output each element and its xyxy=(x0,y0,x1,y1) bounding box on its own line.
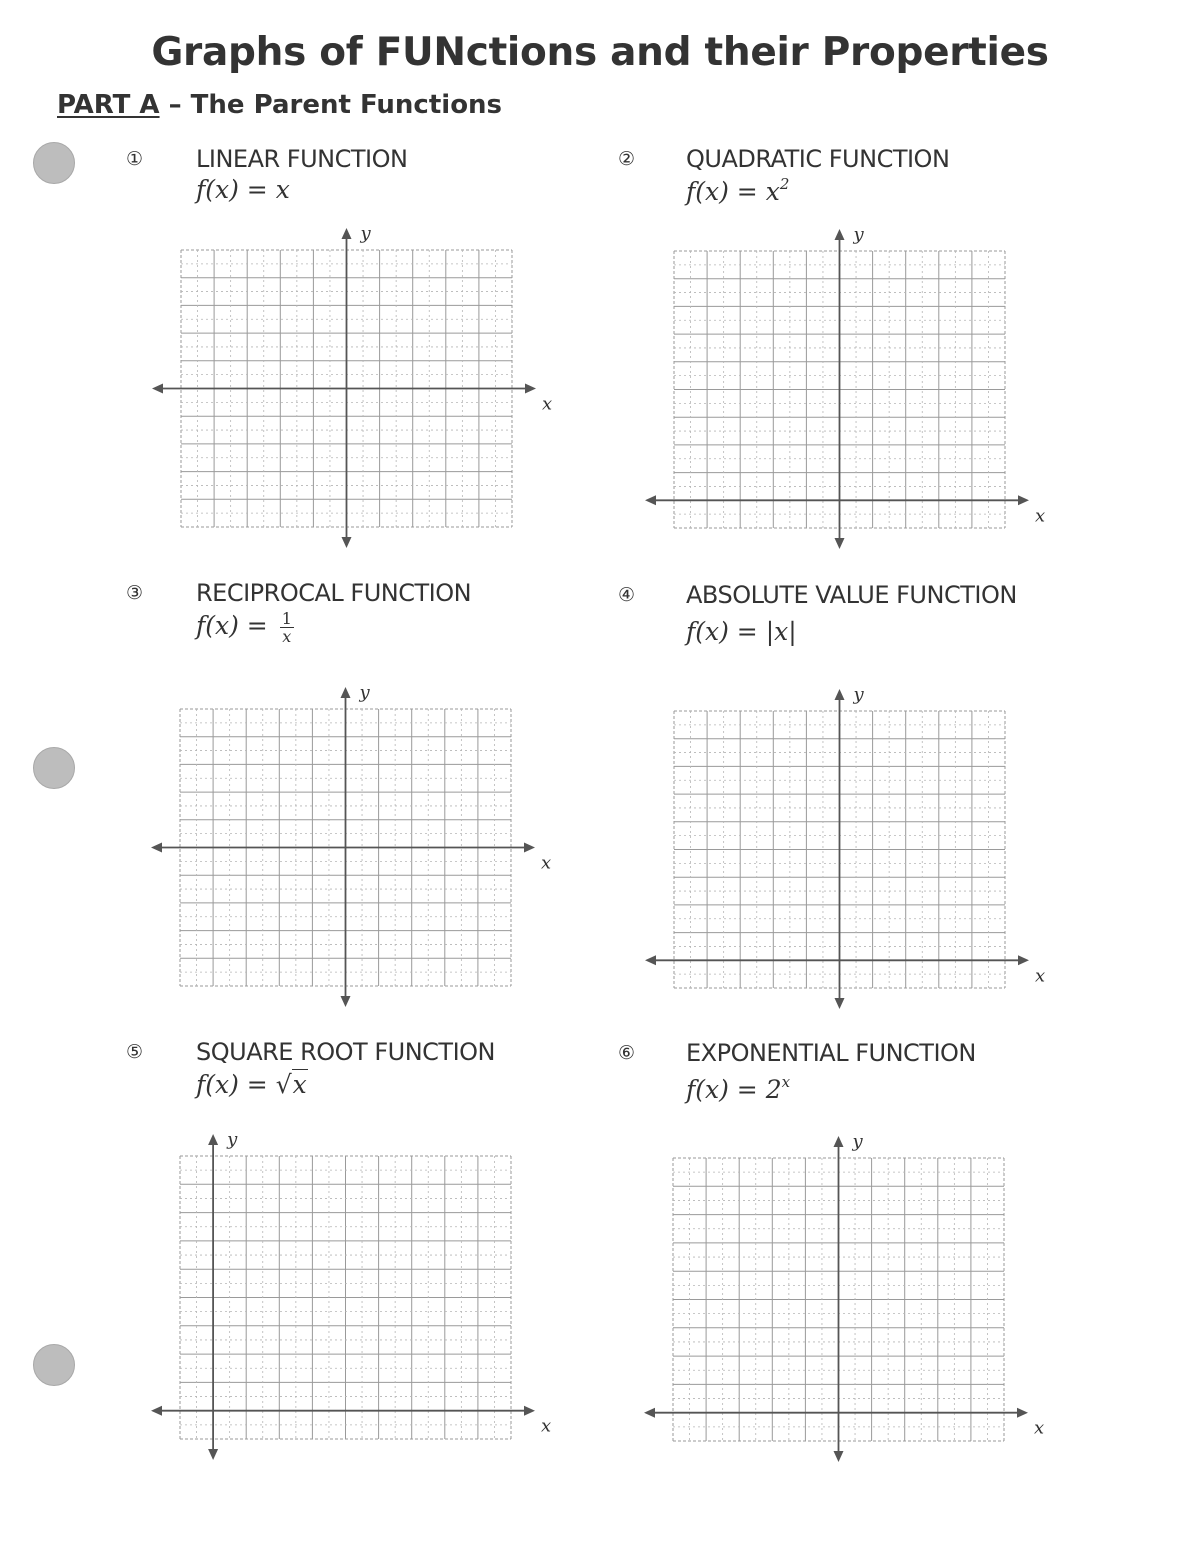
x-axis-arrow-left xyxy=(151,1406,162,1416)
formula-lhs: f(x) = xyxy=(196,175,276,204)
problem-number: ① xyxy=(126,148,144,170)
y-axis-arrow-up xyxy=(834,1136,844,1147)
x-axis-arrow-right xyxy=(524,1406,535,1416)
x-axis-arrow-left xyxy=(152,384,163,394)
function-name: EXPONENTIAL FUNCTION xyxy=(686,1039,976,1067)
x-axis-arrow-right xyxy=(1018,495,1029,505)
problem-number: ⑤ xyxy=(126,1041,144,1063)
x-axis-arrow-right xyxy=(524,843,535,853)
y-axis-label: y xyxy=(853,684,864,705)
function-name: SQUARE ROOT FUNCTION xyxy=(196,1038,495,1066)
y-axis-arrow-down xyxy=(341,996,351,1007)
coordinate-grid-2 xyxy=(645,224,1045,549)
x-axis-arrow-left xyxy=(645,495,656,505)
x-axis-arrow-right xyxy=(1017,1408,1028,1418)
formula-base: x xyxy=(765,177,780,206)
x-axis-label: x xyxy=(542,393,553,415)
problem-number: ⑥ xyxy=(618,1042,636,1064)
formula-rhs: |x| xyxy=(765,617,797,646)
problem-number: ④ xyxy=(618,584,636,606)
fraction-numerator: 1 xyxy=(281,609,292,628)
y-axis-arrow-up xyxy=(341,687,351,698)
part-label: PART A xyxy=(57,90,160,120)
x-axis-arrow-right xyxy=(525,384,536,394)
radicand: x xyxy=(292,1070,307,1099)
y-axis-arrow-down xyxy=(835,998,845,1009)
page-title: Graphs of FUNctions and their Properties xyxy=(151,30,1049,75)
x-axis-label: x xyxy=(1035,965,1046,987)
coordinate-grid-3 xyxy=(151,682,551,1007)
y-axis-arrow-down xyxy=(835,538,845,549)
y-axis-arrow-down xyxy=(342,537,352,548)
y-axis-arrow-up xyxy=(835,229,845,240)
y-axis-label: y xyxy=(227,1129,238,1150)
y-axis-label: y xyxy=(853,224,864,245)
x-axis-label: x xyxy=(1035,505,1046,527)
y-axis-label: y xyxy=(852,1131,863,1152)
y-axis-arrow-up xyxy=(208,1134,218,1145)
formula-lhs: f(x) = xyxy=(196,611,276,640)
formula-lhs: f(x) = xyxy=(196,1070,276,1099)
problem-number: ③ xyxy=(126,582,144,604)
y-axis-arrow-down xyxy=(834,1451,844,1462)
formula-base: 2 xyxy=(765,1075,782,1104)
coordinate-grid-1 xyxy=(152,223,552,548)
part-subtitle: The Parent Functions xyxy=(190,90,503,120)
fraction-denominator: x xyxy=(282,627,292,646)
x-axis-arrow-right xyxy=(1018,955,1029,965)
formula-lhs: f(x) = xyxy=(686,1075,766,1104)
y-axis-arrow-down xyxy=(208,1449,218,1460)
y-axis-arrow-up xyxy=(835,689,845,700)
formula-exponent: 2 xyxy=(779,175,790,193)
coordinate-grid-6 xyxy=(644,1131,1044,1462)
x-axis-label: x xyxy=(541,1415,552,1437)
function-name: QUADRATIC FUNCTION xyxy=(686,145,950,173)
coordinate-grid-4 xyxy=(645,684,1045,1009)
y-axis-label: y xyxy=(360,223,371,244)
function-name: ABSOLUTE VALUE FUNCTION xyxy=(686,581,1017,609)
formula-lhs: f(x) = xyxy=(686,177,766,206)
x-axis-label: x xyxy=(541,852,552,874)
function-name: RECIPROCAL FUNCTION xyxy=(196,579,472,607)
x-axis-label: x xyxy=(1034,1417,1045,1439)
radical-sign: √ xyxy=(275,1070,292,1099)
part-dash: – xyxy=(159,90,191,120)
x-axis-arrow-left xyxy=(645,955,656,965)
formula-exponent: x xyxy=(781,1073,791,1091)
y-axis-label: y xyxy=(359,682,370,703)
y-axis-arrow-up xyxy=(342,228,352,239)
formula-lhs: f(x) = xyxy=(686,617,766,646)
x-axis-arrow-left xyxy=(151,843,162,853)
function-name: LINEAR FUNCTION xyxy=(196,145,408,173)
problem-number: ② xyxy=(618,148,636,170)
formula-rhs: x xyxy=(275,175,290,204)
coordinate-grid-5 xyxy=(151,1129,551,1460)
x-axis-arrow-left xyxy=(644,1408,655,1418)
